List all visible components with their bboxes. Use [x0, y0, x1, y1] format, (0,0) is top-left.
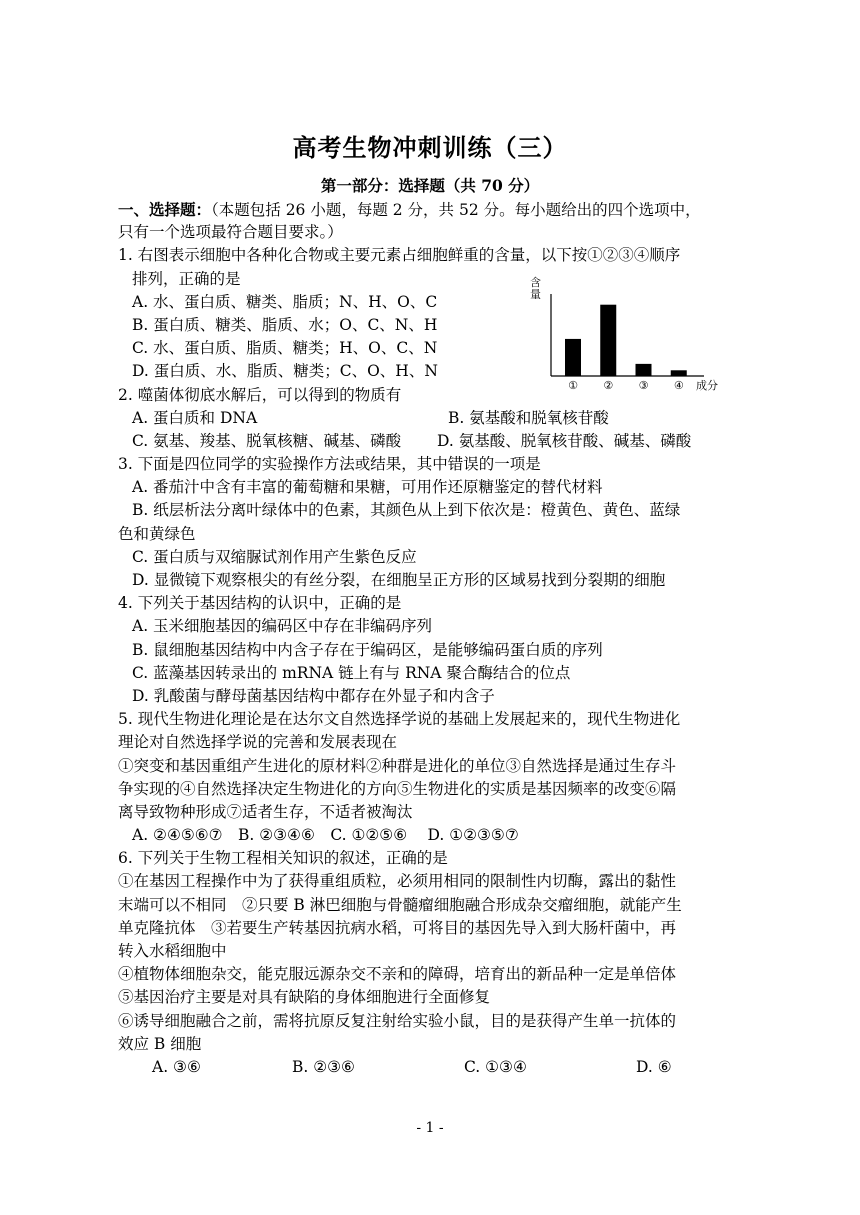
chart-bar-2	[600, 305, 616, 376]
q5-item-line-2: 争实现的④自然选择决定生物进化的方向⑤生物进化的实质是基因频率的改变⑥隔	[118, 779, 677, 798]
q4-option-b: B. 鼠细胞基因结构中内含子存在于编码区，是能够编码蛋白质的序列	[132, 640, 603, 659]
q3-option-c: C. 蛋白质与双缩脲试剂作用产生紫色反应	[132, 547, 417, 566]
q6-option-a: A. ③⑥	[152, 1057, 201, 1076]
q5-stem-cont: 理论对自然选择学说的完善和发展表现在	[118, 733, 398, 752]
q3-option-d: D. 显微镜下观察根尖的有丝分裂，在细胞呈正方形的区域易找到分裂期的细胞	[132, 571, 666, 589]
q1-option-a: A. 水、蛋白质、糖类、脂质；N、H、O、C	[132, 292, 438, 311]
q6-option-c: C. ①③④	[464, 1057, 527, 1076]
chart-tick-labels	[568, 379, 684, 392]
q3-option-b-cont: 色和黄绿色	[118, 524, 196, 543]
q3-stem: 3. 下面是四位同学的实验操作方法或结果，其中错误的一项是	[118, 455, 541, 474]
chart-bars	[565, 305, 687, 376]
page-subtitle: 第一部分：选择题（共 70 分）	[320, 176, 540, 195]
q2-option-c: C. 氨基、羧基、脱氧核糖、碱基、磷酸	[132, 431, 402, 450]
q2-stem: 2. 噬菌体彻底水解后，可以得到的物质有	[118, 385, 402, 404]
section-heading: 一、选择题：	[118, 200, 212, 219]
q3-option-a: A. 番茄汁中含有丰富的葡萄糖和果糖，可用作还原糖鉴定的替代材料	[132, 478, 603, 497]
chart-bar-4	[671, 370, 687, 376]
q6-item-line-7: ⑥诱导细胞融合之前，需将抗原反复注射给实验小鼠，目的是获得产生单一抗体的	[118, 1011, 677, 1030]
page-title: 高考生物冲刺训练（三）	[292, 133, 568, 162]
chart-tick-label-2: ②	[603, 379, 614, 392]
q6-option-b: B. ②③⑥	[292, 1057, 355, 1076]
chart-tick-label-4: ④	[673, 379, 684, 392]
chart-tick-label-1: ①	[568, 379, 578, 392]
section-intro-cont: 只有一个选项最符合题目要求。）	[118, 223, 343, 242]
q6-item-line-3: 单克隆抗体 ③若要生产转基因抗病水稻，可将目的基因先导入到大肠杆菌中，再	[118, 918, 677, 937]
q1-stem-cont: 排列，正确的是	[132, 269, 241, 288]
chart-bar-1	[565, 339, 581, 376]
q6-option-d: D. ⑥	[636, 1057, 672, 1076]
q6-item-line-5: ④植物体细胞杂交，能克服远源杂交不亲和的障碍，培育出的新品种一定是单倍体	[118, 965, 677, 984]
section-intro	[118, 198, 743, 221]
q5-item-line-1: ①突变和基因重组产生进化的原材料②种群是进化的单位③自然选择是通过生存斗	[118, 756, 677, 775]
q4-option-d: D. 乳酸菌与酵母菌基因结构中都存在外显子和内含子	[132, 686, 495, 705]
q2-options-row-2	[118, 430, 743, 453]
q6-item-line-1: ①在基因工程操作中为了获得重组质粒，必须用相同的限制性内切酶，露出的黏性	[118, 872, 677, 891]
q1-option-d: D. 蛋白质、水、脂质、糖类；C、O、H、N	[132, 362, 438, 381]
q6-item-line-6: ⑤基因治疗主要是对具有缺陷的身体细胞进行全面修复	[118, 988, 491, 1007]
chart-ylabel: 含量	[530, 276, 541, 301]
chart-tick-label-3: ③	[638, 379, 649, 392]
section-intro-text: （本题包括 26 小题，每题 2 分，共 52 分。每小题给出的四个选项中，	[211, 201, 701, 219]
q6-stem: 6. 下列关于生物工程相关知识的叙述，正确的是	[118, 849, 448, 868]
page-number: - 1 -	[416, 1120, 444, 1136]
q5-stem: 5. 现代生物进化理论是在达尔文自然选择学说的基础上发展起来的，现代生物进化	[118, 710, 681, 729]
q2-option-d: D. 氨基酸、脱氧核苷酸、碱基、磷酸	[437, 431, 692, 450]
q6-item-line-2: 末端可以不相同 ②只要 B 淋巴细胞与骨髓瘤细胞融合形成杂交瘤细胞，就能产生	[118, 895, 682, 914]
q6-item-line-8: 效应 B 细胞	[118, 1034, 202, 1053]
q6-options-row	[118, 1056, 743, 1079]
q2-options-row-1	[118, 407, 743, 430]
q1-stem: 1. 右图表示细胞中各种化合物或主要元素占细胞鲜重的含量，以下按①②③④顺序	[118, 246, 681, 265]
q4-option-c: C. 蓝藻基因转录出的 mRNA 链上有与 RNA 聚合酶结合的位点	[132, 663, 571, 682]
q2-option-b: B. 氨基酸和脱氧核苷酸	[448, 408, 609, 427]
q4-option-a: A. 玉米细胞基因的编码区中存在非编码序列	[132, 617, 433, 636]
q2-option-a: A. 蛋白质和 DNA	[132, 408, 258, 427]
q5-options: A. ②④⑤⑥⑦ B. ②③④⑥ C. ①②⑤⑥ D. ①②③⑤⑦	[132, 826, 519, 845]
chart-bar-3	[636, 364, 652, 376]
q5-item-line-3: 离导致物种形成⑦适者生存，不适者被淘汰	[118, 802, 413, 821]
q4-stem: 4. 下列关于基因结构的认识中，正确的是	[118, 594, 402, 613]
q3-option-b: B. 纸层析法分离叶绿体中的色素，其颜色从上到下依次是：橙黄色、黄色、蓝绿	[132, 501, 681, 520]
q6-item-line-4: 转入水稻细胞中	[118, 942, 227, 960]
q1-option-c: C. 水、蛋白质、脂质、糖类；H、O、C、N	[132, 339, 438, 358]
q1-option-b: B. 蛋白质、糖类、脂质、水；O、C、N、H	[132, 315, 438, 334]
content-bar-chart	[526, 272, 726, 394]
chart-xlabel: 成分	[696, 379, 718, 392]
